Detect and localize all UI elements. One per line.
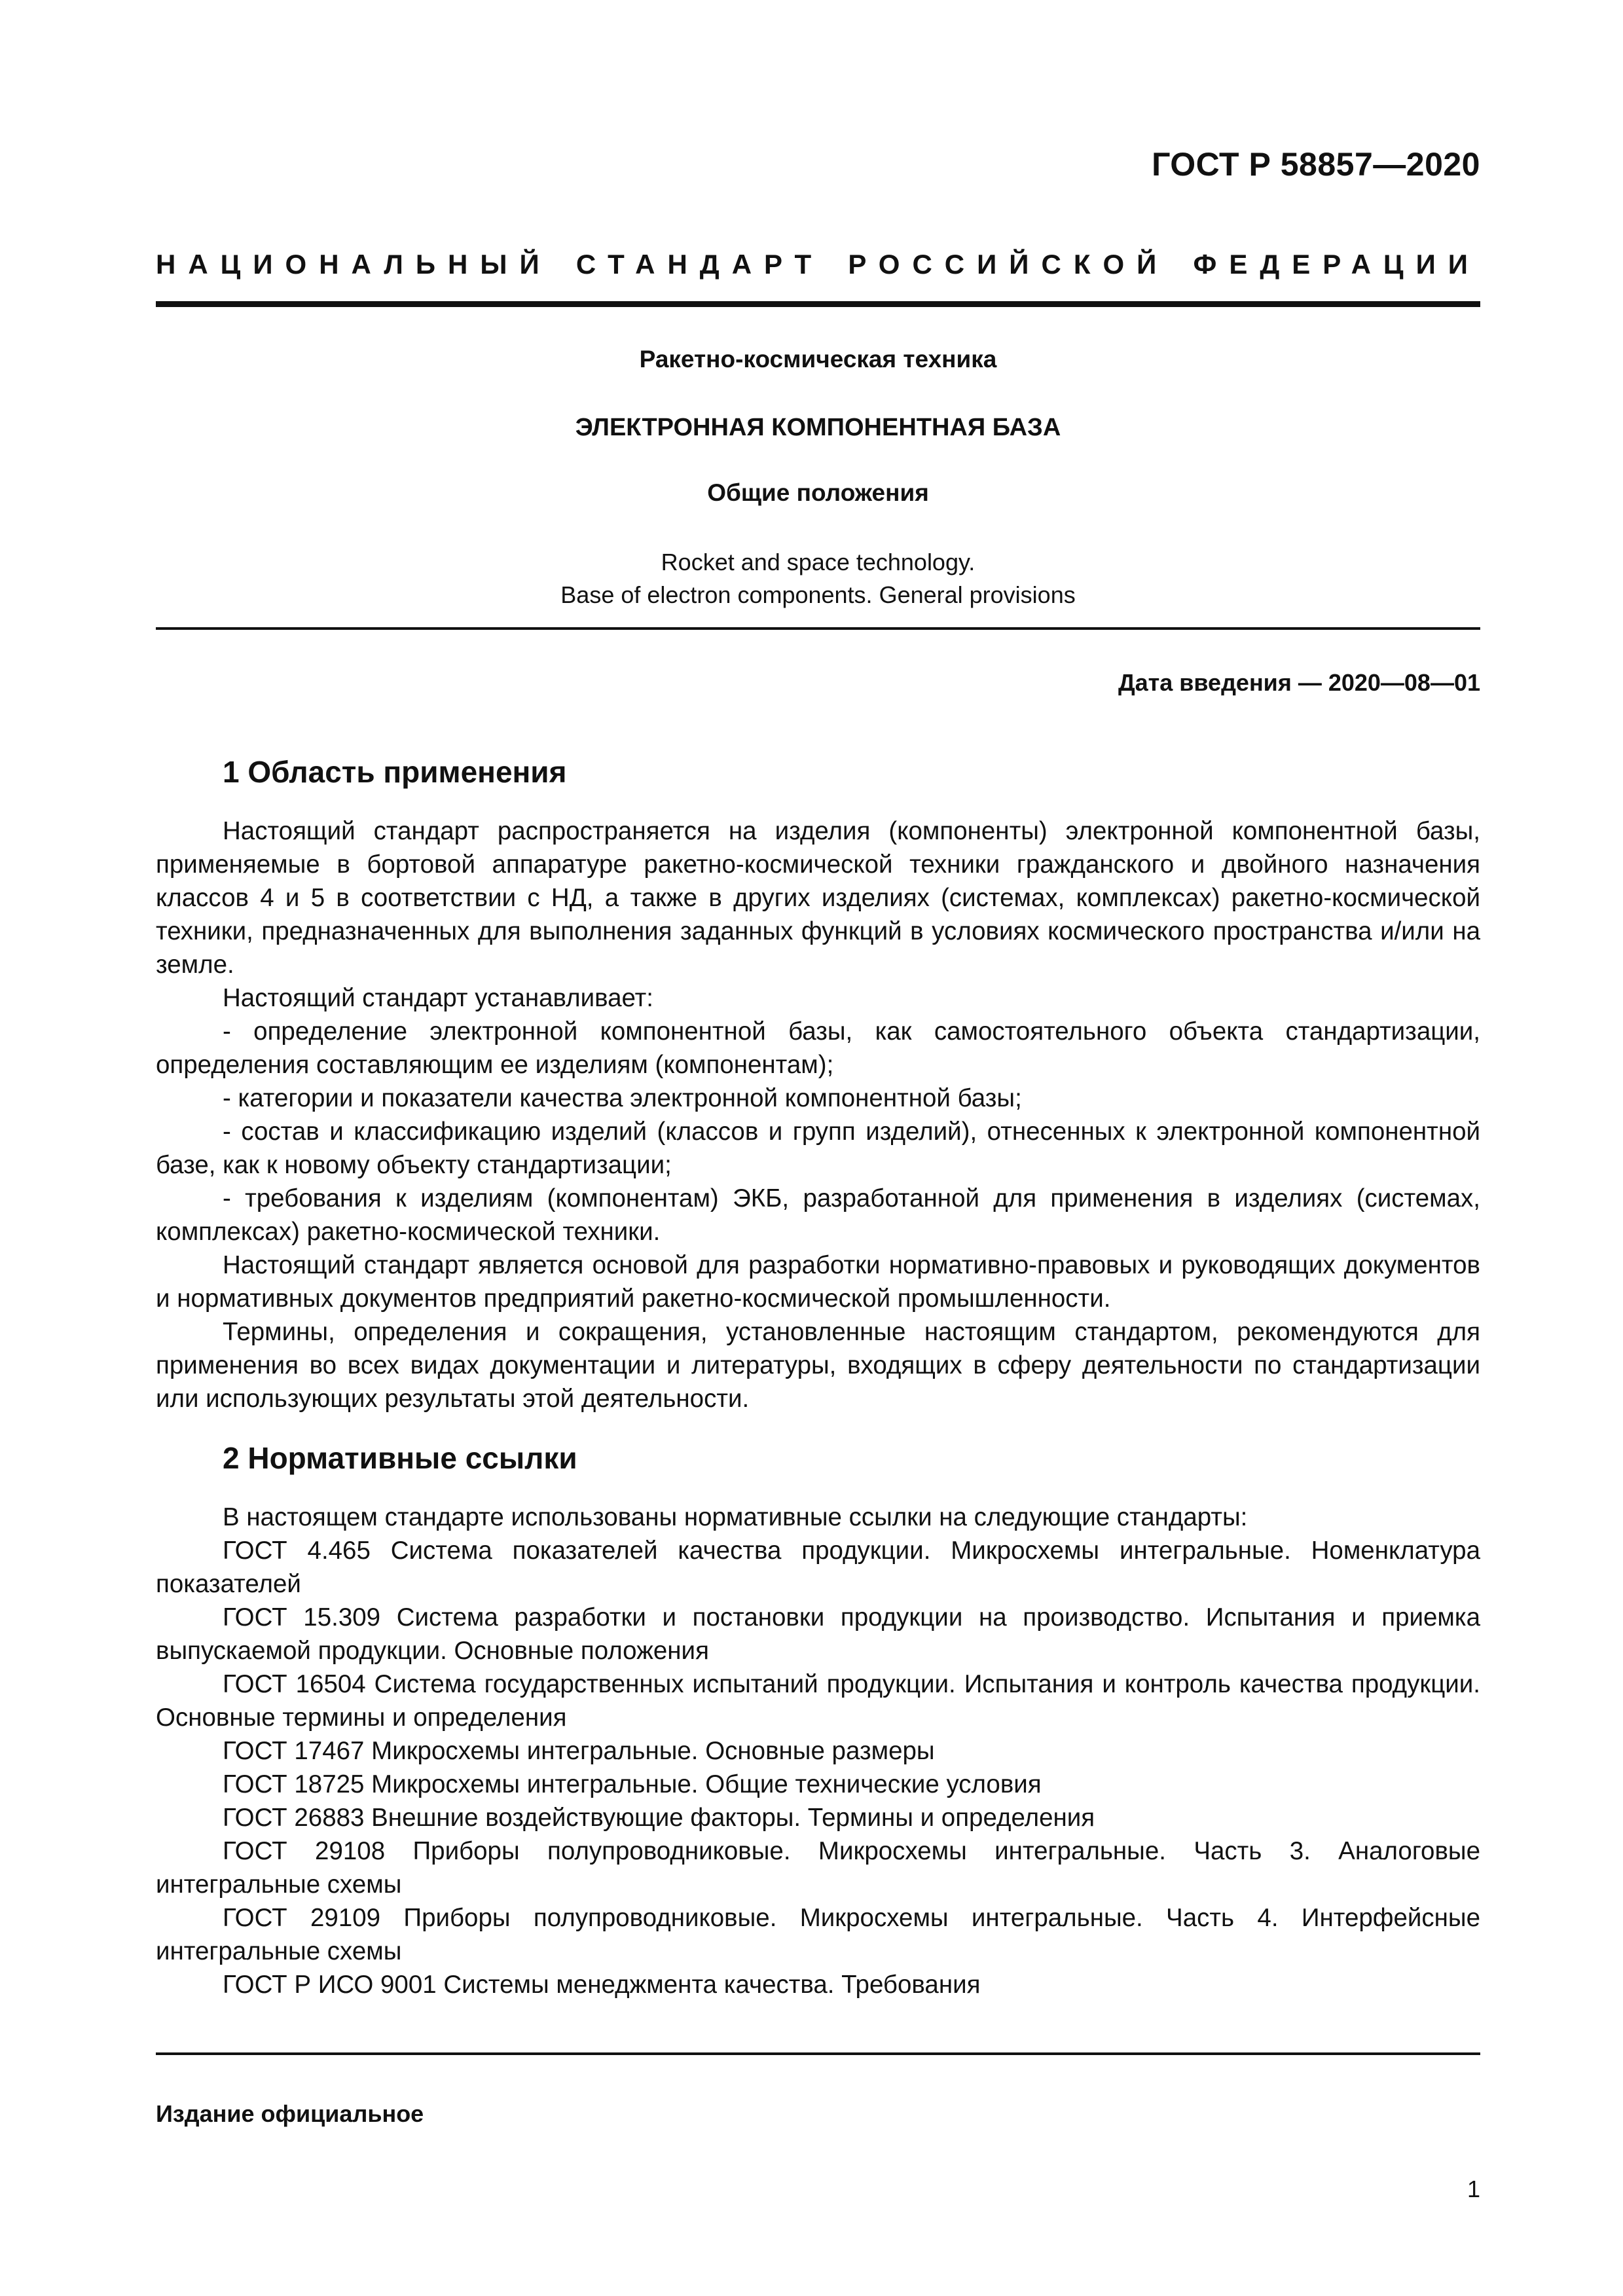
gost-number: ГОСТ Р 58857—2020 [1152, 146, 1480, 183]
list-item: - категории и показатели качества электронной компонентной базы; [223, 1084, 1022, 1112]
page-number: 1 [1467, 2176, 1480, 2202]
english-title-line-2: Base of electron components. General provisions [560, 581, 1076, 608]
reference-item: ГОСТ 29109 Приборы полупроводниковые. Микросхемы интегральные. Часть 4. Интерфейсные интегральные схемы [156, 1904, 1480, 1965]
reference-item: ГОСТ 15.309 Система разработки и постановки продукции на производство. Испытания и приемка выпускаемой продукции. Основные положения [156, 1603, 1480, 1665]
title-block-rule [156, 627, 1480, 630]
reference-item: ГОСТ 4.465 Система показателей качества продукции. Микросхемы интегральные. Номенклатура показателей [156, 1537, 1480, 1598]
header-rule [156, 301, 1480, 307]
section-2-body [156, 1501, 1480, 2001]
paragraph: В настоящем стандарте использованы нормативные ссылки на следующие стандарты: [223, 1503, 1248, 1531]
paragraph: Настоящий стандарт устанавливает: [223, 984, 653, 1012]
document-subtitle: Общие положения [707, 479, 929, 506]
reference-item: ГОСТ 17467 Микросхемы интегральные. Основные размеры [223, 1737, 935, 1765]
list-item: - определение электронной компонентной базы, как самостоятельного объекта стандартизации, определения составляющим ее изделиям (компонентам); [156, 1017, 1480, 1079]
national-standard-banner: НАЦИОНАЛЬНЫЙ СТАНДАРТ РОССИЙСКОЙ ФЕДЕРАЦИИ [156, 249, 1480, 280]
document-subject: Ракетно-космическая техника [639, 346, 997, 373]
list-item: - требования к изделиям (компонентам) ЭКБ, разработанной для применения в изделиях (системах, комплексах) ракетно-космической техники. [156, 1184, 1480, 1246]
footer-rule [156, 2052, 1480, 2055]
section-1-heading: 1 Область применения [223, 755, 567, 789]
paragraph: Настоящий стандарт является основой для разработки нормативно-правовых и руководящих документов и нормативных документов предприятий ракетно-космической промышленности. [156, 1251, 1480, 1313]
reference-item: ГОСТ 29108 Приборы полупроводниковые. Микросхемы интегральные. Часть 3. Аналоговые интегральные схемы [156, 1837, 1480, 1899]
reference-item: ГОСТ 16504 Система государственных испытаний продукции. Испытания и контроль качества продукции. Основные термины и определения [156, 1670, 1480, 1732]
section-2-heading: 2 Нормативные ссылки [223, 1441, 577, 1475]
reference-item: ГОСТ 18725 Микросхемы интегральные. Общие технические условия [223, 1770, 1042, 1798]
edition-label: Издание официальное [156, 2100, 424, 2127]
introduction-date: Дата введения — 2020—08—01 [1118, 669, 1480, 696]
list-item: - состав и классификацию изделий (классов и групп изделий), отнесенных к электронной компонентной базе, как к новому объекту стандартизации; [156, 1118, 1480, 1179]
paragraph: Настоящий стандарт распространяется на изделия (компоненты) электронной компонентной базы, применяемые в бортовой аппаратуре ракетно-космической техники гражданского и двойного назначения классов 4 и 5 в соответствии с НД, а также в других изделиях (системах, комплексах) ракетно-космической техники, предназначенных для выполнения заданных функций в условиях космического пространства и/или на земле. [156, 817, 1480, 979]
english-title [156, 546, 1480, 611]
section-1-body [156, 814, 1480, 1415]
english-title-line-1: Rocket and space technology. [661, 549, 976, 575]
document-title: ЭЛЕКТРОННАЯ КОМПОНЕНТНАЯ БАЗА [575, 414, 1061, 441]
reference-item: ГОСТ 26883 Внешние воздействующие факторы. Термины и определения [223, 1804, 1095, 1832]
paragraph: Термины, определения и сокращения, установленные настоящим стандартом, рекомендуются для применения во всех видах документации и литературы, входящих в сферу деятельности по стандартизации или использующих результаты этой деятельности. [156, 1318, 1480, 1413]
reference-item: ГОСТ Р ИСО 9001 Системы менеджмента качества. Требования [223, 1971, 981, 1999]
